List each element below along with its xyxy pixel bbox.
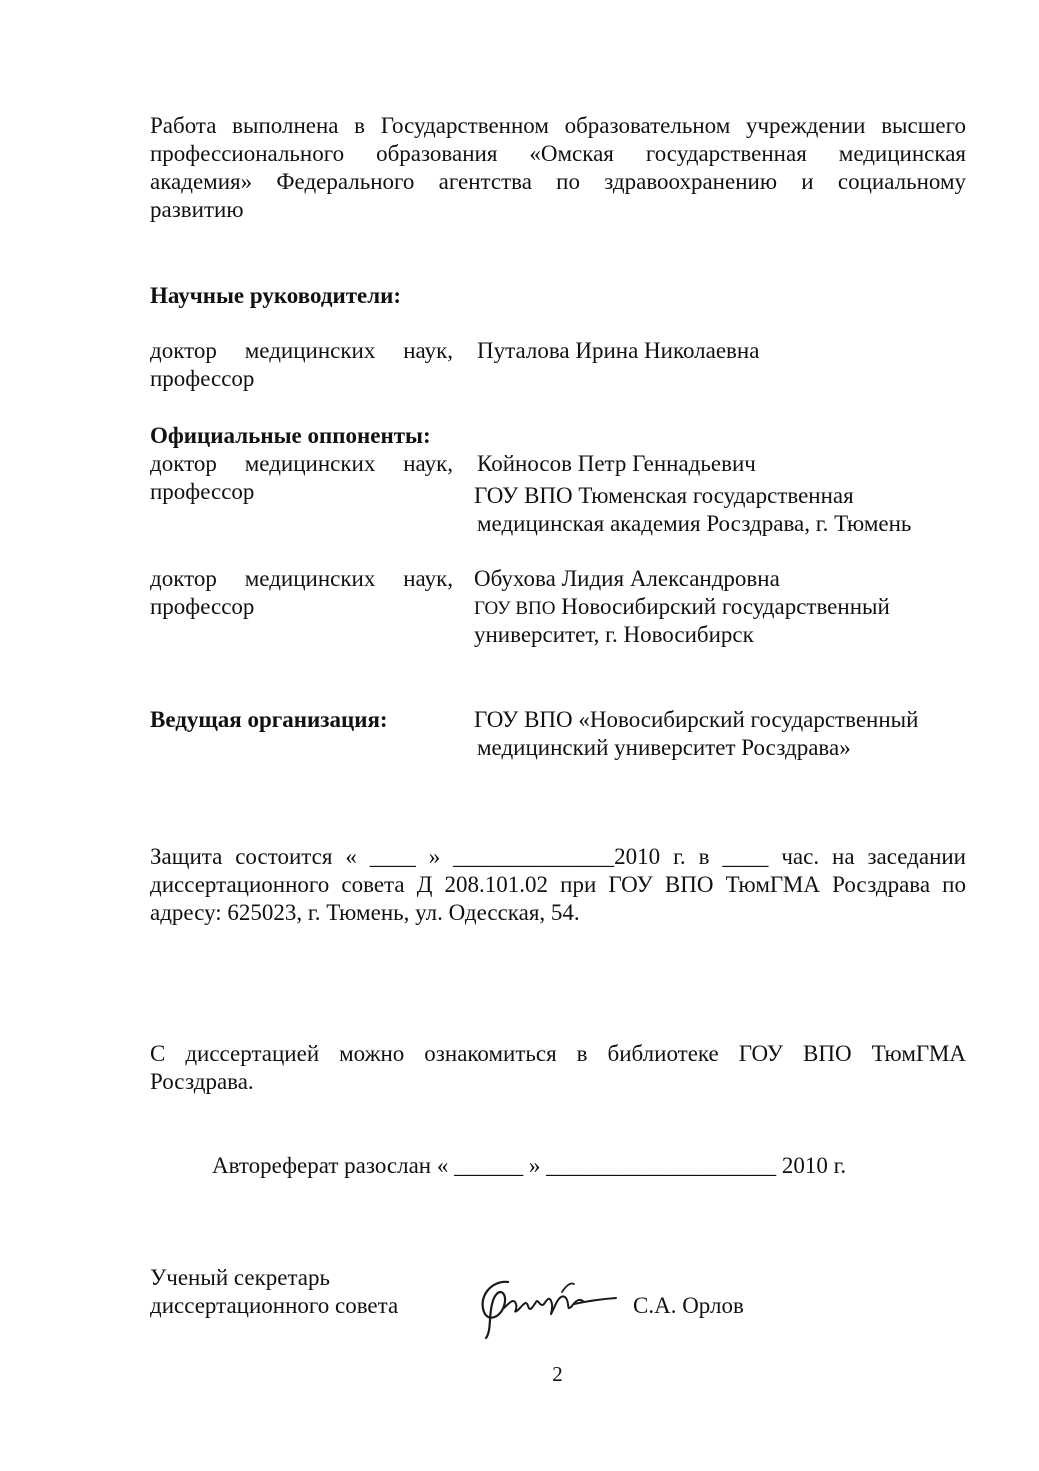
defense-line-1: Защита состоится « ____ » ______________2010 г. в ____ час. на заседании [150,844,966,869]
intro-line-2: профессионального образования «Омская государственная медицинская [150,141,966,166]
supervisor-degree-line2: профессор [150,366,255,391]
opponent-1-degree-line2: профессор [150,479,255,504]
opponents-heading: Официальные оппоненты: [150,423,431,448]
intro-line-4: развитию [150,197,244,222]
secretary-title-line1: Ученый секретарь [150,1265,330,1290]
leading-org-label: Ведущая организация: [150,707,388,732]
supervisors-heading: Научные руководители: [150,283,402,308]
leading-org-line1: ГОУ ВПО «Новосибирский государственный [474,707,919,732]
leading-org-line2: медицинский университет Росздрава» [477,735,851,760]
opponent-2-name: Обухова Лидия Александровна [474,566,780,591]
opponent-1-name: Койносов Петр Геннадьевич [477,451,756,476]
library-line-1: С диссертацией можно ознакомиться в библиотеке ГОУ ВПО ТюмГМА [150,1041,966,1066]
page-number: 2 [552,1362,563,1386]
intro-line-3: академия» Федерального агентства по здравоохранению и социальному [150,169,966,194]
opponent-2-degree-line1: доктор медицинских наук, [150,566,453,591]
opponent-1-org-line2: медицинская академия Росздрава, г. Тюмень [477,511,912,536]
opponent-2-org-line1 [474,593,890,623]
opponent-2-org-line2: университет, г. Новосибирск [474,622,754,647]
defense-line-2: диссертационного совета Д 208.101.02 при ГОУ ВПО ТюмГМА Росздрава по [150,872,966,897]
opponent-1-org-line1: ГОУ ВПО Тюменская государственная [474,483,854,508]
library-line-2: Росздрава. [150,1069,254,1094]
opponent-2-degree-line2: профессор [150,594,255,619]
signature-image [470,1268,620,1348]
secretary-name: С.А. Орлов [633,1293,744,1318]
opponent-2-org-prefix: ГОУ ВПО [474,598,556,619]
opponent-2-org-rest: Новосибирский государственный [555,594,890,619]
supervisor-degree-line1: доктор медицинских наук, [150,338,453,363]
opponent-1-degree-line1: доктор медицинских наук, [150,451,453,476]
abstract-sent-line: Автореферат разослан « ______ » ____________________ 2010 г. [212,1153,847,1178]
supervisor-name: Путалова Ирина Николаевна [477,338,760,363]
intro-line-1: Работа выполнена в Государственном образовательном учреждении высшего [150,113,966,138]
secretary-title-line2: диссертационного совета [150,1293,399,1318]
defense-line-3: адресу: 625023, г. Тюмень, ул. Одесская, 54. [150,900,580,925]
